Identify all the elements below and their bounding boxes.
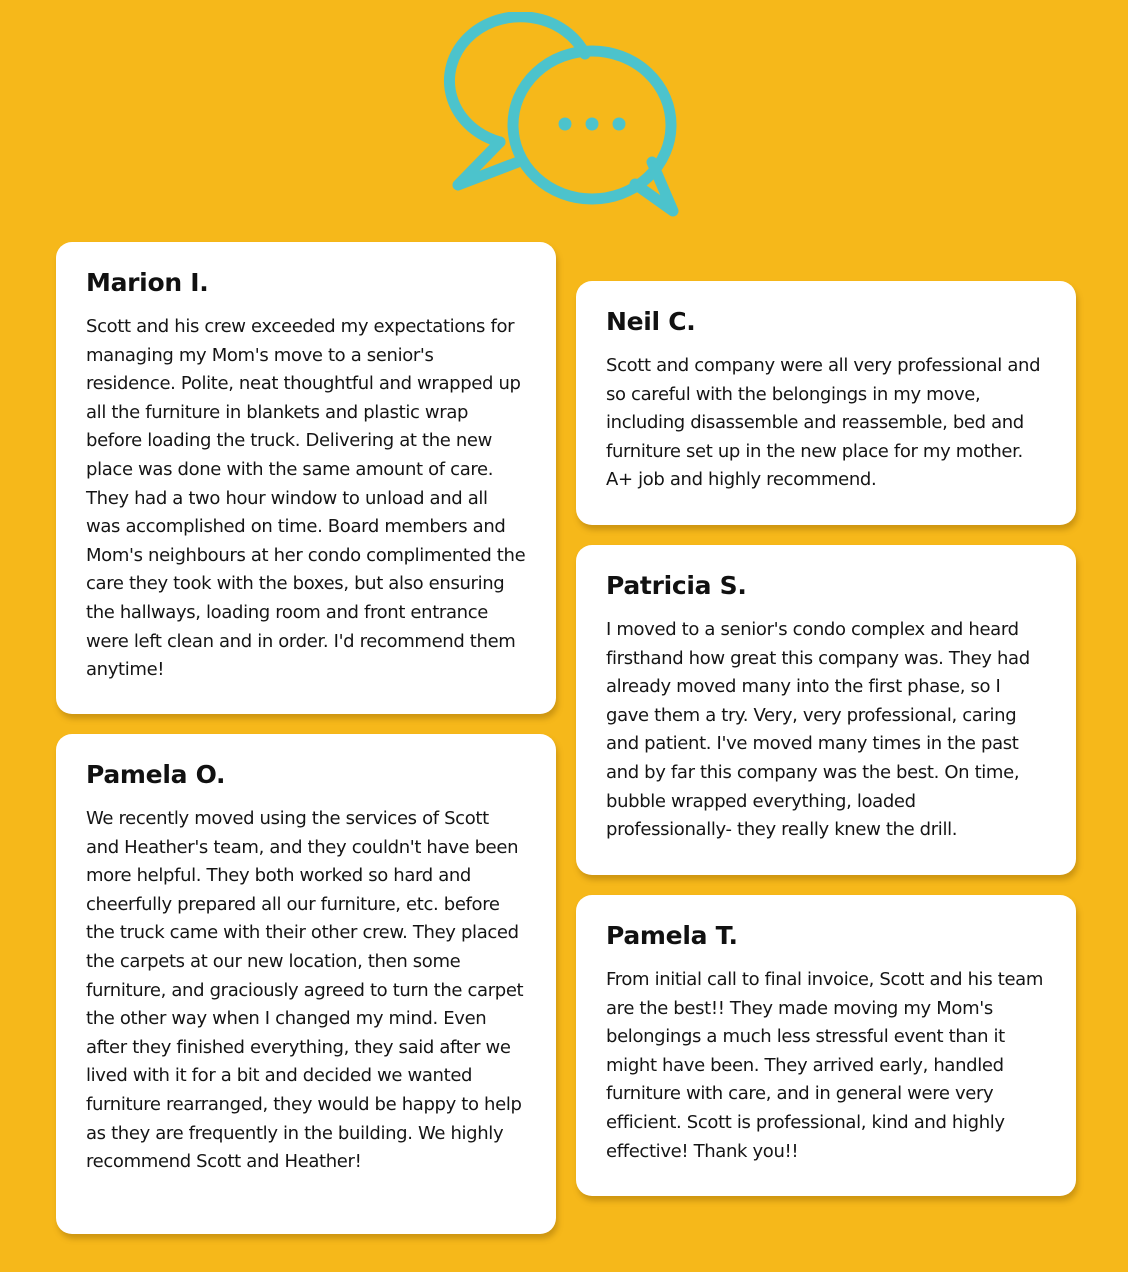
dot-icon (613, 118, 626, 131)
testimonial-card (576, 281, 1076, 525)
reviewer-name: Marion I. (86, 268, 209, 297)
dot-icon (559, 118, 572, 131)
reviewer-name: Neil C. (606, 307, 696, 336)
testimonial-card (576, 895, 1076, 1196)
reviewer-name: Patricia S. (606, 571, 747, 600)
review-text: Scott and his crew exceeded my expectations for managing my Mom's move to a senior's residence. Polite, neat thoughtful and wrapped up all the furniture in blankets and plastic wrap before loading the truck. Delivering at the new place was done with the same amount of care. They had a two hour window to unload and all was accomplished on time. Board members and Mom's neighbours at her condo complimented the care they took with the boxes, but also ensuring the hallways, loading room and front entrance were left clean and in order. I'd recommend them anytime! (86, 316, 526, 681)
review-text: Scott and company were all very professional and so careful with the belongings in my move, including disassemble and reassemble, bed and furniture set up in the new place for my mother. A+ job and highly recommend. (606, 355, 1041, 491)
review-text: We recently moved using the services of Scott and Heather's team, and they couldn't have been more helpful. They both worked so hard and cheerfully prepared all our furniture, etc. before the truck came with their other crew. They placed the carpets at our new location, then some furniture, and graciously agreed to turn the carpet the other way when I changed my mind. Even after they finished everything, they said after we lived with it for a bit and decided we wanted furniture rearranged, they would be happy to help as they are frequently in the building. We highly recommend Scott and Heather! (86, 808, 524, 1173)
dot-icon (586, 118, 599, 131)
review-text: I moved to a senior's condo complex and heard firsthand how great this company was. They had already moved many into the first phase, so I gave them a try. Very, very professional, caring and patient. I've moved many times in the past and by far this company was the best. On time, bubble wrapped everything, loaded professionally- they really knew the drill. (606, 619, 1030, 841)
chat-bubbles-icon (440, 12, 690, 222)
reviewer-name: Pamela T. (606, 921, 738, 950)
reviewer-name: Pamela O. (86, 760, 226, 789)
testimonial-card (56, 734, 556, 1234)
testimonial-card (56, 242, 556, 714)
testimonial-card (576, 545, 1076, 875)
review-text: From initial call to final invoice, Scott and his team are the best!! They made moving my Mom's belongings a much less stressful event than it might have been. They arrived early, handled furniture with care, and in general were very efficient. Scott is professional, kind and highly effective! Thank you!! (606, 969, 1044, 1162)
